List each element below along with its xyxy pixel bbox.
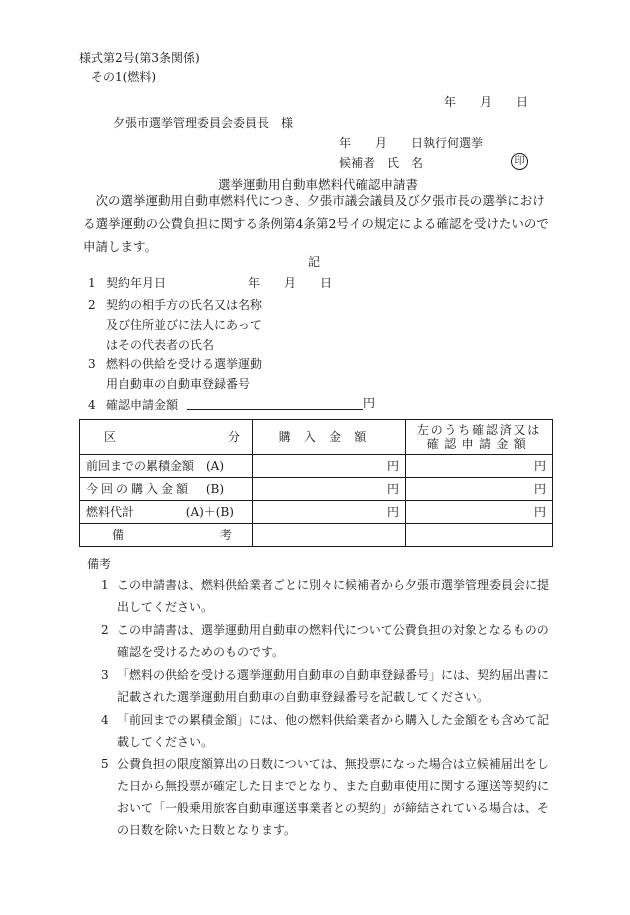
item-number: 2 xyxy=(88,298,96,312)
header-category-b: 分 xyxy=(227,429,240,444)
election-line: 年 月 日執行何選挙 xyxy=(339,136,484,150)
item-contractor-line2: 及び住所並びに法人にあって xyxy=(106,318,262,332)
row-label xyxy=(80,501,253,524)
table-header-row xyxy=(80,420,553,455)
row-tag: (B) xyxy=(205,481,224,496)
amount-table xyxy=(79,419,553,547)
application-date: 年 月 日 xyxy=(444,95,529,109)
item-contractor-line3: はその代表者の氏名 xyxy=(106,338,215,352)
cell-remarks[interactable] xyxy=(253,524,406,547)
header-confirmed-amount xyxy=(406,420,553,455)
header-purchase-amount xyxy=(253,420,406,455)
amount-underline xyxy=(187,397,363,410)
note-number: 1 xyxy=(101,578,109,592)
note-item xyxy=(101,664,553,708)
row-tag: (A)＋(B) xyxy=(185,504,234,519)
note-item xyxy=(101,709,553,753)
item-vehicle-line1: 燃料の供給を受ける選挙運動 xyxy=(106,357,263,371)
cell-confirmed-amount[interactable] xyxy=(406,455,553,478)
yen-unit: 円 xyxy=(386,504,399,519)
yen-unit: 円 xyxy=(533,504,546,519)
body-paragraph: 次の選挙運動用自動車燃料代につき、夕張市議会議員及び夕張市長の選挙における選挙運動の公費負担に関する条例第4条第2号イの規定による確認を受けたいので申請します。 xyxy=(83,193,549,254)
cell-purchase-amount[interactable] xyxy=(253,501,406,524)
remarks-a: 備 xyxy=(112,527,125,542)
header-purchase-amount-text: 購入金額 xyxy=(278,429,380,444)
note-text: 公費負担の限度額算出の日数については、無投票になった場合は立候補届出をした日から無投票が確定した日までとなり、また自動車使用に関する運送等契約において「一般乗用旅客自動車運送事業者との契約」が締結されている場合は、その日数を除いた日数となります。 xyxy=(117,757,550,837)
cell-purchase-amount[interactable] xyxy=(253,455,406,478)
note-number: 2 xyxy=(101,623,109,637)
item-amount-field[interactable] xyxy=(187,396,375,410)
seal-mark xyxy=(511,153,528,170)
row-label xyxy=(80,478,253,501)
item-number: 4 xyxy=(88,398,96,412)
note-item xyxy=(101,619,553,663)
candidate-name-label: 候補者 氏 名 xyxy=(339,156,424,170)
yen-unit: 円 xyxy=(386,481,399,496)
cell-confirmed-amount[interactable] xyxy=(406,501,553,524)
note-text: この申請書は、選挙運動用自動車の燃料代について公費負担の対象となるものの確認を受けるためのものです。 xyxy=(117,623,549,659)
row-label xyxy=(80,455,253,478)
seal-text: 印 xyxy=(511,153,528,170)
notes-heading: 備考 xyxy=(87,557,112,571)
table-row xyxy=(80,455,553,478)
item-vehicle-line2: 用自動車の自動車登録番号 xyxy=(106,377,251,391)
item-number: 3 xyxy=(88,357,96,371)
cell-remarks-extra[interactable] xyxy=(406,524,553,547)
note-text: 「前回までの累積金額」には、他の燃料供給業者から購入した金額をも含めて記載してください。 xyxy=(117,713,550,749)
header-confirmed-line2: 確認申請金額 xyxy=(426,437,532,451)
item-contract-date-value: 年 月 日 xyxy=(248,276,333,290)
addressee: 夕張市選挙管理委員会委員長 様 xyxy=(113,116,294,130)
form-subnumber: その1(燃料) xyxy=(91,70,156,84)
item-contractor-line1: 契約の相手方の氏名又は名称 xyxy=(106,298,263,312)
item-number: 1 xyxy=(88,276,96,290)
row-label-text: 今回の購入金額 xyxy=(86,481,192,496)
note-item xyxy=(101,753,553,841)
note-text: この申請書は、燃料供給業者ごとに別々に候補者から夕張市選挙管理委員会に提出してください。 xyxy=(117,578,550,614)
row-label-remarks xyxy=(80,524,253,547)
header-category-a: 区 xyxy=(104,429,117,444)
amount-unit: 円 xyxy=(363,396,376,410)
row-label-text: 燃料代計 xyxy=(86,504,135,519)
note-number: 4 xyxy=(101,713,109,727)
header-confirmed-line1: 左のうち確認済又は xyxy=(416,422,542,437)
yen-unit: 円 xyxy=(533,458,546,473)
cell-confirmed-amount[interactable] xyxy=(406,478,553,501)
ki-mark: 記 xyxy=(308,255,321,269)
remarks-b: 考 xyxy=(219,527,232,542)
header-category xyxy=(80,420,253,455)
row-label-text: 前回までの累積金額 xyxy=(86,458,195,473)
note-number: 5 xyxy=(101,757,109,771)
table-row xyxy=(80,524,553,547)
note-text: 「燃料の供給を受ける選挙運動用自動車の自動車登録番号」には、契約届出書に記載された選挙運動用自動車の自動車登録番号を記載してください。 xyxy=(117,668,550,704)
yen-unit: 円 xyxy=(533,481,546,496)
table-row xyxy=(80,478,553,501)
row-tag: (A) xyxy=(205,458,224,473)
note-item xyxy=(101,574,553,618)
yen-unit: 円 xyxy=(386,458,399,473)
item-amount-label: 確認申請金額 xyxy=(106,398,179,412)
document-title: 選挙運動用自動車燃料代確認申請書 xyxy=(218,177,419,192)
cell-purchase-amount[interactable] xyxy=(253,478,406,501)
form-number: 様式第2号(第3条関係) xyxy=(79,51,200,65)
table-row xyxy=(80,501,553,524)
note-number: 3 xyxy=(101,668,109,682)
item-contract-date-label: 契約年月日 xyxy=(106,276,167,290)
